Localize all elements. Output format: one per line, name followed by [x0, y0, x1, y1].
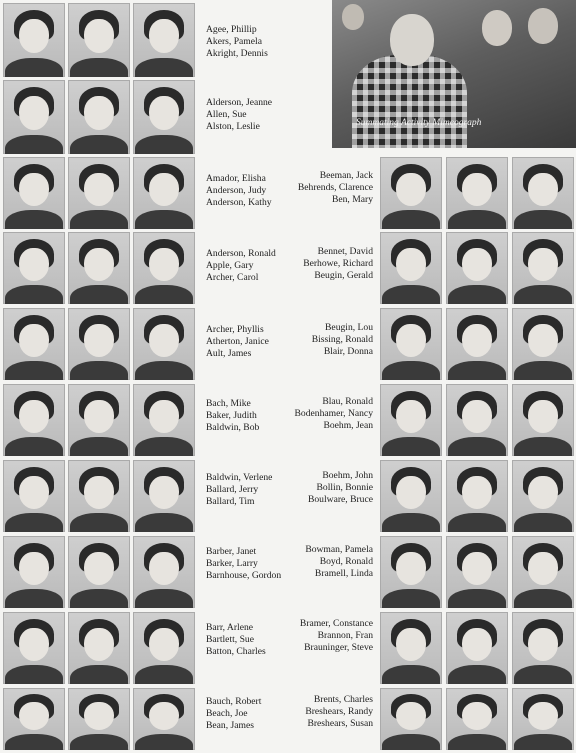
student-portrait — [512, 460, 574, 532]
student-portrait — [133, 536, 195, 608]
student-name: Bartlett, Sue — [206, 634, 254, 645]
student-portrait — [68, 536, 130, 608]
student-portrait — [133, 232, 195, 304]
left-name-group — [206, 472, 272, 508]
student-name: Bramell, Linda — [314, 568, 373, 579]
left-name-group — [206, 97, 272, 133]
student-name: Bramer, Constance — [299, 618, 373, 629]
student-portrait — [133, 688, 195, 750]
class-candid-photo — [332, 0, 576, 148]
student-name: Blair, Donna — [323, 346, 373, 357]
student-portrait — [3, 80, 65, 154]
right-name-group — [312, 322, 373, 358]
student-portrait — [3, 384, 65, 456]
student-portrait — [68, 80, 130, 154]
student-name: Brents, Charles — [313, 694, 373, 705]
student-portrait — [133, 308, 195, 380]
student-portrait — [380, 460, 442, 532]
right-name-group — [295, 396, 373, 432]
student-portrait — [446, 232, 508, 304]
student-name: Bissing, Ronald — [311, 334, 373, 345]
student-name: Archer, Carol — [206, 272, 259, 283]
student-portrait — [446, 460, 508, 532]
student-portrait — [380, 157, 442, 229]
student-name: Baker, Judith — [206, 410, 257, 421]
student-name: Beach, Joe — [206, 708, 248, 719]
student-name: Bean, James — [206, 720, 254, 731]
student-portrait — [380, 384, 442, 456]
student-portrait — [68, 384, 130, 456]
student-name: Akright, Dennis — [206, 48, 268, 59]
student-portrait — [68, 308, 130, 380]
left-name-group — [206, 173, 272, 209]
right-name-group — [308, 470, 373, 506]
student-name: Bennet, David — [317, 246, 373, 257]
student-portrait — [68, 612, 130, 684]
student-portrait — [68, 3, 130, 77]
right-name-group — [305, 694, 373, 730]
student-name: Breshears, Randy — [305, 706, 373, 717]
student-name: Barber, Janet — [206, 546, 257, 557]
right-name-group — [298, 170, 373, 206]
student-portrait — [446, 308, 508, 380]
student-name: Bauch, Robert — [206, 696, 262, 707]
left-name-group — [206, 248, 276, 284]
student-name: Berhowe, Richard — [303, 258, 373, 269]
student-name: Barnhouse, Gordon — [206, 570, 282, 581]
left-name-group — [206, 398, 259, 434]
right-name-group — [303, 246, 373, 282]
student-portrait — [446, 612, 508, 684]
student-name: Beeman, Jack — [319, 170, 373, 181]
student-portrait — [133, 384, 195, 456]
student-name: Allen, Sue — [206, 109, 247, 120]
student-portrait — [446, 157, 508, 229]
student-name: Boehm, John — [322, 470, 373, 481]
student-name: Anderson, Kathy — [206, 197, 272, 208]
student-portrait — [3, 460, 65, 532]
student-name: Ballard, Tim — [206, 496, 255, 507]
student-portrait — [133, 157, 195, 229]
student-portrait — [380, 536, 442, 608]
student-name: Beugin, Gerald — [314, 270, 373, 281]
left-name-group — [206, 324, 269, 360]
student-portrait — [446, 688, 508, 750]
student-portrait — [3, 688, 65, 750]
right-name-group — [305, 544, 373, 580]
student-portrait — [3, 157, 65, 229]
student-portrait — [68, 232, 130, 304]
student-name: Boulware, Bruce — [307, 494, 373, 505]
student-portrait — [512, 612, 574, 684]
student-name: Boehm, Jean — [323, 420, 373, 431]
student-name: Akers, Pamela — [206, 36, 262, 47]
student-portrait — [446, 536, 508, 608]
student-portrait — [380, 688, 442, 750]
left-name-group — [206, 622, 266, 658]
student-name: Barker, Larry — [206, 558, 258, 569]
student-name: Bowman, Pamela — [305, 544, 373, 555]
student-name: Brannon, Fran — [317, 630, 373, 641]
student-name: Behrends, Clarence — [297, 182, 373, 193]
student-name: Blau, Ronald — [322, 396, 373, 407]
student-portrait — [133, 460, 195, 532]
student-name: Anderson, Ronald — [206, 248, 276, 259]
student-name: Breshears, Susan — [307, 718, 373, 729]
student-name: Ballard, Jerry — [206, 484, 259, 495]
student-portrait — [380, 612, 442, 684]
student-name: Bollin, Bonnie — [316, 482, 373, 493]
student-name: Barr, Arlene — [206, 622, 254, 633]
student-portrait — [380, 232, 442, 304]
student-portrait — [446, 384, 508, 456]
student-portrait — [380, 308, 442, 380]
student-name: Bach, Mike — [206, 398, 251, 409]
student-portrait — [133, 80, 195, 154]
student-portrait — [512, 308, 574, 380]
student-portrait — [512, 536, 574, 608]
student-portrait — [3, 536, 65, 608]
student-name: Baldwin, Bob — [206, 422, 260, 433]
student-name: Ault, James — [206, 348, 252, 359]
student-name: Apple, Gary — [206, 260, 254, 271]
left-name-group — [206, 24, 268, 60]
student-name: Anderson, Judy — [206, 185, 267, 196]
student-name: Amador, Elisha — [206, 173, 266, 184]
student-name: Alston, Leslie — [206, 121, 260, 132]
student-name: Atherton, Janice — [206, 336, 269, 347]
student-name: Batton, Charles — [206, 646, 266, 657]
student-name: Boyd, Ronald — [319, 556, 373, 567]
left-name-group — [206, 696, 261, 732]
student-portrait — [512, 232, 574, 304]
student-portrait — [3, 232, 65, 304]
student-portrait — [512, 384, 574, 456]
student-name: Brauninger, Steve — [304, 642, 373, 653]
student-name: Archer, Phyllis — [206, 324, 264, 335]
student-name: Beugin, Lou — [325, 322, 373, 333]
student-name: Agee, Phillip — [206, 24, 257, 35]
right-name-group — [300, 618, 373, 654]
student-name: Bodenhamer, Nancy — [294, 408, 373, 419]
student-portrait — [133, 612, 195, 684]
student-portrait — [3, 308, 65, 380]
student-portrait — [512, 688, 574, 750]
student-portrait — [68, 688, 130, 750]
student-portrait — [133, 3, 195, 77]
photo-caption: Summating Activity Mimeograph — [356, 118, 482, 128]
student-name: Ben, Mary — [331, 194, 373, 205]
student-portrait — [512, 157, 574, 229]
student-portrait — [3, 612, 65, 684]
student-name: Alderson, Jeanne — [206, 97, 273, 108]
student-portrait — [3, 3, 65, 77]
student-portrait — [68, 460, 130, 532]
left-name-group — [206, 546, 281, 582]
student-portrait — [68, 157, 130, 229]
student-name: Baldwin, Verlene — [206, 472, 273, 483]
